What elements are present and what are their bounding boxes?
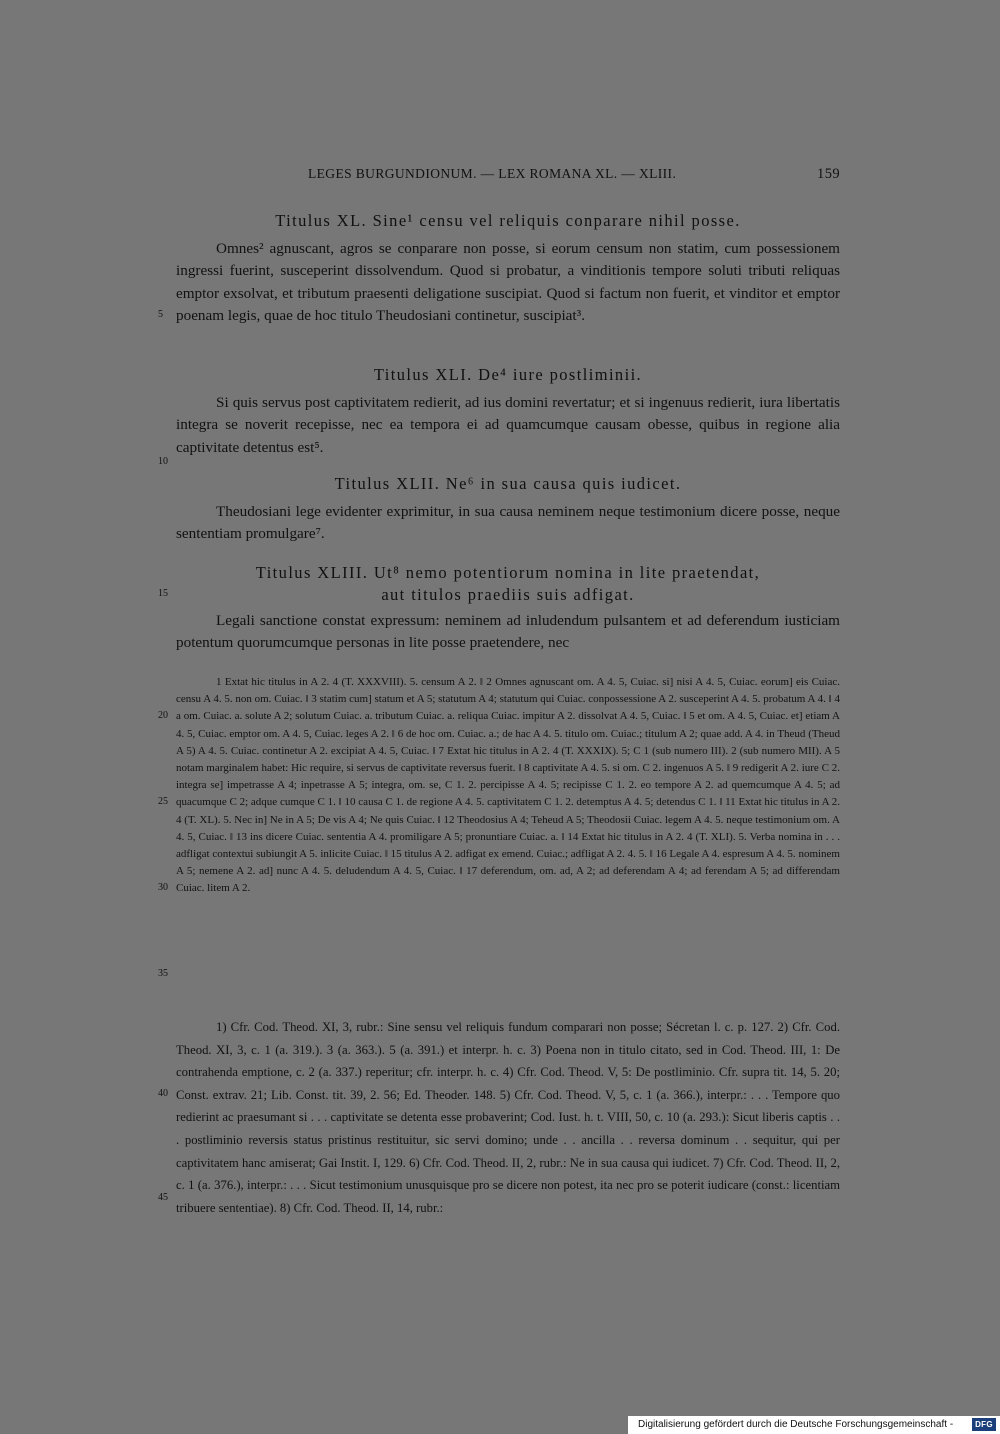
line-number: 5 [158,309,163,320]
dfg-logo: DFG [972,1418,996,1431]
references-text: 1) Cfr. Cod. Theod. XI, 3, rubr.: Sine sensu vel reliquis fundum comparari non posse; Sécretan l. c. p. 127. 2) Cfr. Cod. Theod. XI, 3, c. 1 (a. 319.). 3 (a. 363.). 5 (a. 391.) et interpr. h. c. 3) Poena non in titulo citato, sed in Cod. Theod. III, 1: De contrahenda emptione, c. 2 (a. 337.) reperitur; cfr. interpr. h. c. 4) Cfr. Cod. Theod. V, 5: De postliminio. Cfr. supra tit. 14, 5. 20; Const. extrav. 21; Lib. Const. tit. 39, 2. 56; Ed. Theoder. 148. 5) Cfr. Cod. Theod. V, 5, c. 1 (a. 366.), interpr.: . . . Tempore quo redierint ac praesumant si . . . captivitate se detenta esse probaverint; Cod. Iust. h. t. VIII, 50, c. 10 (a. 293.): Sicut liberis captis . . . postliminio reversis status pristinus restituitur, sic servi domino; unde . . ancilla . . reversa dominum . . sequitur, qui per captivitatem hanc amiserat; Gai Instit. I, 129. 6) Cfr. Cod. Theod. II, 2, rubr.: Ne in sua causa qui iudicet. 7) Cfr. Cod. Theod. II, 2, c. 1 (a. 376.), interpr.: . . . Sicut testimonium unusquisque pro se dicere non potest, ita nec pro se poterit iudicare (const.: licentiam tribuere sententiae). 8) Cfr. Cod. Theod. II, 14, rubr.: [176,1020,840,1215]
titulus-xl [176,210,840,328]
titulus-xli-heading: Titulus XLI. De⁴ iure postliminii. [373,365,643,384]
titulus-xli-text: Si quis servus post captivitatem redierit, ad ius domini revertatur; et si ingenuus redierit, iura libertatis integra se noverit recepisse, nec ea tempora ei ad quamcumque causam obesse, quibus in regione alia captivitate detentus est⁵. [176,394,840,456]
titulus-xlii [176,473,840,546]
line-number: 40 [158,1088,168,1099]
titulus-xl-text: Omnes² agnuscant, agros se conparare non posse, si eorum censum non statim, cum possessionem ingressi fuerint, susceperint dissolvendum. Quod si probatur, a vinditionis tempore soluti tributi reliquas emptor exsolvat, et tributum praesenti deligatione suscipiat. Quod si factum non fuerit, et vinditor et emptor poenam legis, quae de hoc titulo Theudosiani continetur, suscipiat³. [176,240,840,325]
critical-apparatus [176,674,840,898]
line-number: 30 [158,882,168,893]
line-number: 15 [158,588,168,599]
reference-notes [176,1016,840,1219]
titulus-xlii-text: Theudosiani lege evidenter exprimitur, in sua causa neminem neque testimonium dicere posse, neque sententiam promulgare⁷. [176,503,840,543]
page-header [176,166,840,186]
titulus-xliii-text: Legali sanctione constat expressum: neminem ad inludendum pulsantem et ad deferendum iusticiam potentum quorumcumque personas in lite posse praetendere, nec [176,612,840,652]
line-number: 20 [158,710,168,721]
funding-notice: Digitalisierung gefördert durch die Deutsche Forschungsgemeinschaft - [638,1419,954,1430]
funding-footer [628,1416,1000,1434]
titulus-xliii-heading-line2: aut titulos praediis suis adfigat. [381,585,635,604]
line-number: 25 [158,796,168,807]
titulus-xliii-heading-line1: Titulus XLIII. Ut⁸ nemo potentiorum nomina in lite praetendat, [255,563,761,582]
line-number: 45 [158,1192,168,1203]
page-number: 159 [817,166,840,182]
running-title: LEGES BURGUNDIONUM. — LEX ROMANA XL. — XLIII. [308,166,677,181]
apparatus-text: 1 Extat hic titulus in A 2. 4 (T. XXXVIII). 5. censum A 2. ‖ 2 Omnes agnuscant om. A 4. 5, Cuiac. si] nisi A 4. 5, Cuiac. eorum] eis Cuiac. censu A 4. 5. non om. Cuiac. ‖ 3 statim cum] statum et A 5; statutum A 4; statutum qui Cuiac. conpossessione A 2. susceperint A 4. 5. probatum A 4. ‖ 4 a om. Cuiac. a. solute A 2; solutum Cuiac. a. tributum Cuiac. a. reliqua Cuiac. impitur A 2. dissolvat A 4. 5, Cuiac. ‖ 5 et om. A 4. 5, Cuiac. et] etiam A 4. 5, Cuiac. emptor om. A 4. 5, Cuiac. leges A 2. ‖ 6 de hoc om. Cuiac. a.; de hac A 4. 5. titulo om. Cuiac.; titulum A 2; quae add. A 4. in Theud (Theud A 5) A 4. 5. Cuiac. continetur A 2. excipiat A 4. 5, Cuiac. ‖ 7 Extat hic titulus in A 2. 4 (T. XXXIX). 5; C 1 (sub numero III). 2 (sub numero MII). A 5 notam marginalem habet: Hic require, si servus de captivitate reversus fuerit. ‖ 8 captivitate A 4. 5. si om. C 2. ingenuos A 5. ‖ 9 redigerit A 2. iure C 2. integra se] impetrasse A 4; inpetrasse A 5; integra, om. se, C 1. 2. percipisse A 4. 5; recipisse C 1. 2. eo tempore A 2. ad quemcumque A 4. 5; ad quacumque C 2; adque cumque C 1. ‖ 10 causa C 1. de regione A 4. 5. captivitatem C 1. 2. detemptus A 4. 5; detendus C 1. ‖ 11 Extat hic titulus in A 2. 4 (T. XL). 5. Nec in] Ne in A 5; De vis A 4; Ne quis Cuiac. ‖ 12 Theodosius A 4; Teheud A 5; Theodosii Cuiac. legem A 4. 5. neque testimonium om. A 4. 5, Cuiac. ‖ 13 ins dicere Cuiac. sententia A 4. promiligare A 5; pronuntiare Cuiac. a. ‖ 14 Extat hic titulus in A 2. 4 (T. XLI). 5. Verba nomina in . . . adfligat contextui subiungit A 5. inlicite Cuiac. ‖ 15 titulus A 2. adfigat ex emend. Cuiac.; adfligat A 2. 4. 5. ‖ 16 Legale A 4. espresum A 4. 5. nominem A 5; nemene A 2. ad] nunc A 4. 5. deludendum A 4. 5, Cuiac. ‖ 17 deferendum, om. ad, A 2; ad deferendam A 4; ad ferendam A 5; ad differendam Cuiac. litem A 2. [176,676,840,895]
titulus-xliii [176,562,840,655]
line-number: 35 [158,968,168,979]
titulus-xl-heading: Titulus XL. Sine¹ censu vel reliquis conparare nihil posse. [275,211,741,230]
line-number: 10 [158,456,168,467]
titulus-xli [176,364,840,459]
titulus-xlii-heading: Titulus XLII. Ne⁶ in sua causa quis iudicet. [334,474,682,493]
